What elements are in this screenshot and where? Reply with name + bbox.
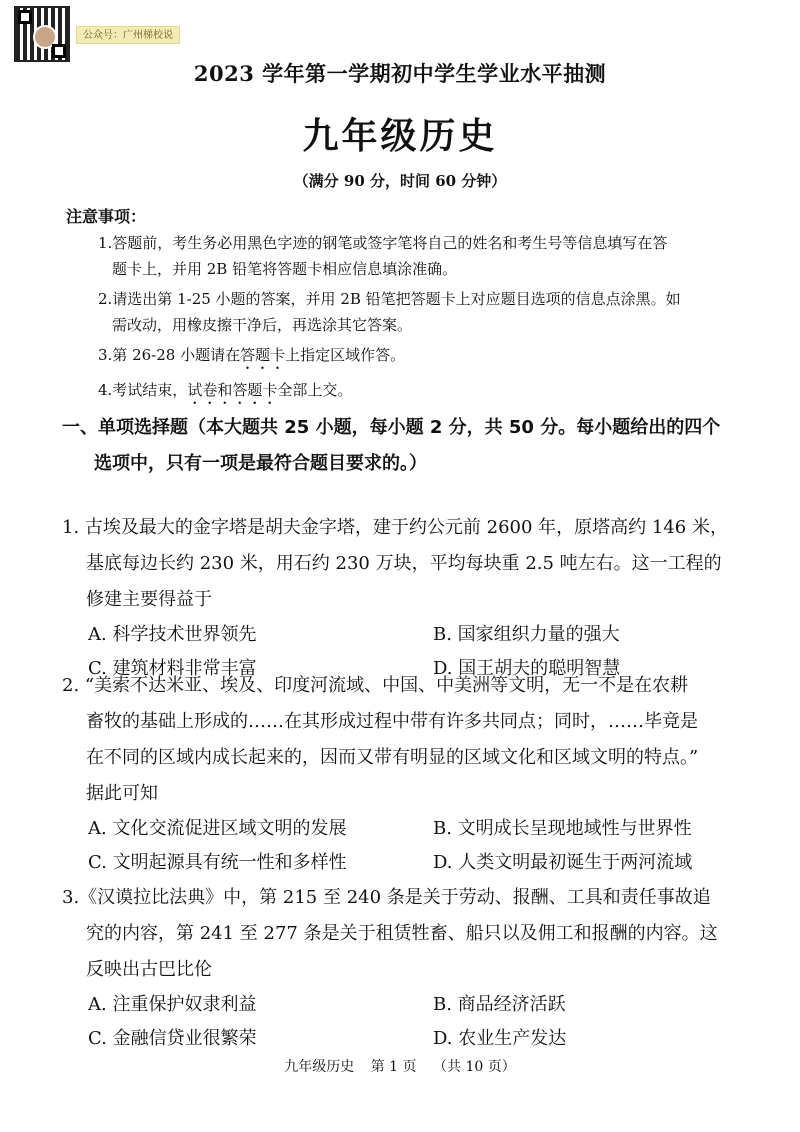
- question-3: [62, 880, 752, 1056]
- notice-item: [98, 230, 748, 282]
- question-stem: 反映出古巴比伦: [86, 959, 212, 980]
- section-heading-line: 选项中，只有一项是最符合题目要求的。）: [94, 453, 427, 474]
- notice-item-line: 1.答题前，考生务必用黑色字迹的钢笔或签字笔将自己的姓名和考生号等信息填写在答: [98, 234, 668, 252]
- option-c: C. 建筑材料非常丰富: [88, 658, 257, 679]
- option-a: A. 注重保护奴隶利益: [88, 994, 257, 1015]
- options: [62, 988, 752, 1056]
- notice-item-text: 4.考试结束，: [98, 381, 188, 399]
- option-b: B. 文明成长呈现地域性与世界性: [433, 818, 692, 839]
- option-d: D. 国王胡夫的聪明智慧: [433, 658, 621, 679]
- notice-item-cont: 需改动，用橡皮擦干净后，再选涂其它答案。: [112, 316, 413, 334]
- options: [62, 812, 752, 880]
- option-b: B. 商品经济活跃: [433, 994, 566, 1015]
- notice-item-line: 2.请选出第 1-25 小题的答案，并用 2B 铅笔把答题卡上对应题目选项的信息点涂黑。如: [98, 290, 681, 308]
- emphasis-text: 答题卡: [240, 346, 286, 364]
- option-d: D. 人类文明最初诞生于两河流域: [433, 852, 693, 873]
- notice-title: 注意事项：: [66, 207, 147, 226]
- footer-total-pages: （共 10 页）: [433, 1059, 516, 1075]
- question-stem: 基底每边长约 230 米，用石约 230 万块，平均每块重 2.5 吨左右。这一工程的: [86, 553, 722, 574]
- section-heading-line: 一、单项选择题（本大题共 25 小题，每小题 2 分，共 50 分。每小题给出的四个: [62, 417, 721, 438]
- avatar: [33, 25, 57, 49]
- subject-title: 九年级历史: [302, 115, 498, 157]
- question-stem: 1. 古埃及最大的金字塔是胡夫金字塔，建于约公元前 2600 年，原塔高约 146 米，: [62, 517, 728, 538]
- notice-list: [98, 230, 748, 412]
- question-2: [62, 668, 752, 880]
- question-stem: 据此可知: [86, 783, 158, 804]
- notice-item: [98, 286, 748, 338]
- option-a: A. 科学技术世界领先: [88, 624, 257, 645]
- exam-title: 2023 学年第一学期初中学生学业水平抽测: [193, 61, 607, 86]
- notice-item-text: 上指定区域作答。: [285, 346, 406, 364]
- notice-item-cont: 题卡上，并用 2B 铅笔将答题卡相应信息填涂准确。: [112, 260, 458, 278]
- option-d: D. 农业生产发达: [433, 1028, 567, 1049]
- footer-subject: 九年级历史: [284, 1059, 355, 1075]
- score-info: （满分 90 分，时间 60 分钟）: [293, 172, 507, 190]
- notice-item: [98, 342, 748, 373]
- question-1: [62, 510, 752, 686]
- footer-page-number: 第 1 页: [370, 1059, 417, 1075]
- question-stem: 2. “美索不达米亚、埃及、印度河流域、中国、中美洲等文明，无一不是在农耕: [62, 675, 689, 696]
- notice-item-text: 3.第 26-28 小题请在: [98, 346, 241, 364]
- question-stem: 畜牧的基础上形成的……在其形成过程中带有许多共同点；同时，……毕竟是: [86, 711, 698, 732]
- account-badge: 公众号：广州梯校说: [76, 26, 180, 44]
- question-stem: 修建主要得益于: [86, 589, 212, 610]
- notice-item-text: 全部上交。: [277, 381, 353, 399]
- option-a: A. 文化交流促进区域文明的发展: [88, 818, 347, 839]
- question-stem: 3.《汉谟拉比法典》中，第 215 至 240 条是关于劳动、报酬、工具和责任事故追: [62, 887, 711, 908]
- section-heading: [62, 410, 752, 482]
- qr-code-icon: [14, 6, 70, 62]
- emphasis-text: 试卷和答题卡: [187, 381, 278, 399]
- notice-item: [98, 377, 748, 408]
- option-b: B. 国家组织力量的强大: [433, 624, 620, 645]
- option-c: C. 金融信贷业很繁荣: [88, 1028, 257, 1049]
- question-stem: 究的内容，第 241 至 277 条是关于租赁牲畜、船只以及佣工和报酬的内容。这: [86, 923, 718, 944]
- page-footer: [0, 1056, 800, 1076]
- question-stem: 在不同的区域内成长起来的，因而又带有明显的区域文化和区域文明的特点。”: [86, 747, 699, 768]
- option-c: C. 文明起源具有统一性和多样性: [88, 852, 347, 873]
